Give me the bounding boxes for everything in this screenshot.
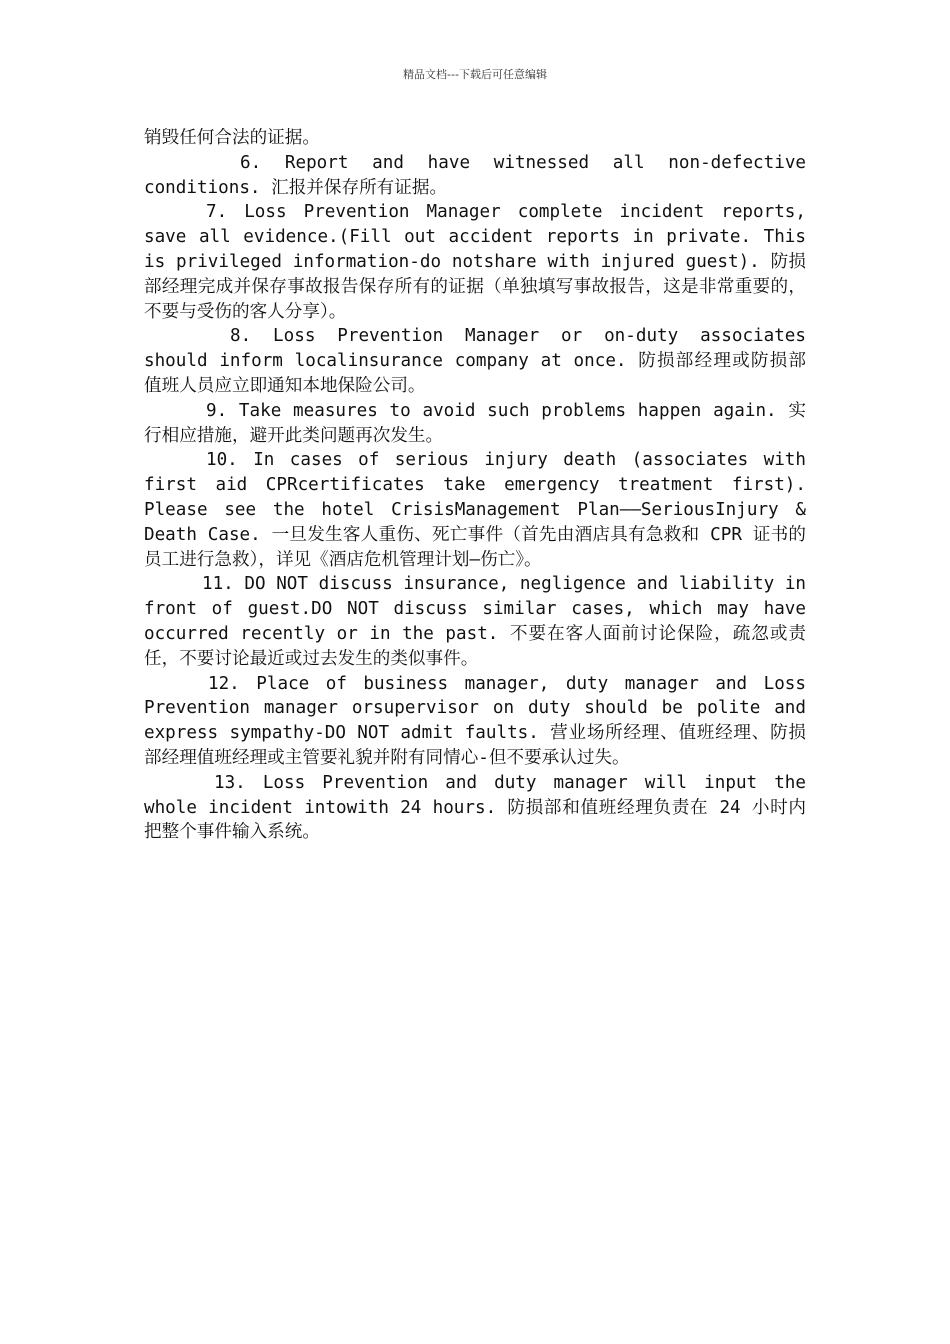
paragraph-item-6: 6. Report and have witnessed all non-defective conditions. 汇报并保存所有证据。 [144, 152, 806, 198]
paragraph-destroy-evidence: 销毁任何合法的证据。 [144, 128, 320, 148]
page-header: 精品文档---下载后可任意编辑 [403, 68, 547, 81]
paragraph-item-12: 12. Place of business manager, duty manager and Loss Prevention manager orsupervisor on duty should be polite and express sympathy-DO NOT admit faults. 营业场所经理、值班经理、防损部经理值班经理或主管要礼貌并附有同情心-但不要承认过失。 [144, 673, 806, 768]
paragraph-item-10: 10. In cases of serious injury death (associates with first aid CPRcertificates take emergency treatment first). Please see the hotel CrisisManagement Plan——SeriousInjury & Death Case. 一旦发生客人重伤、死亡事件（首先由酒店具有急救和 CPR 证书的员工进行急救），详见《酒店危机管理计划—伤亡》。 [144, 450, 806, 570]
paragraph-item-9: 9. Take measures to avoid such problems happen again. 实行相应措施，避开此类问题再次发生。 [144, 400, 806, 446]
paragraph-item-13: 13. Loss Prevention and duty manager will input the whole incident intowith 24 hours. 防损部和值班经理负责在 24 小时内把整个事件输入系统。 [144, 772, 806, 843]
paragraph-item-8: 8. Loss Prevention Manager or on-duty associates should inform localinsurance company at once. 防损部经理或防损部值班人员应立即通知本地保险公司。 [144, 326, 806, 396]
document-body [144, 126, 806, 845]
paragraph-item-11: 11. DO NOT discuss insurance, negligence and liability in front of guest.DO NOT discuss similar cases, which may have occurred recently or in the past. 不要在客人面前讨论保险，疏忽或责任，不要讨论最近或过去发生的类似事件。 [144, 574, 806, 669]
paragraph-item-7: 7. Loss Prevention Manager complete incident reports, save all evidence.(Fill out accident reports in private. This is privileged information-do notshare with injured guest). 防损部经理完成并保存事故报告保存所有的证据（单独填写事故报告，这是非常重要的，不要与受伤的客人分享）。 [144, 202, 806, 322]
